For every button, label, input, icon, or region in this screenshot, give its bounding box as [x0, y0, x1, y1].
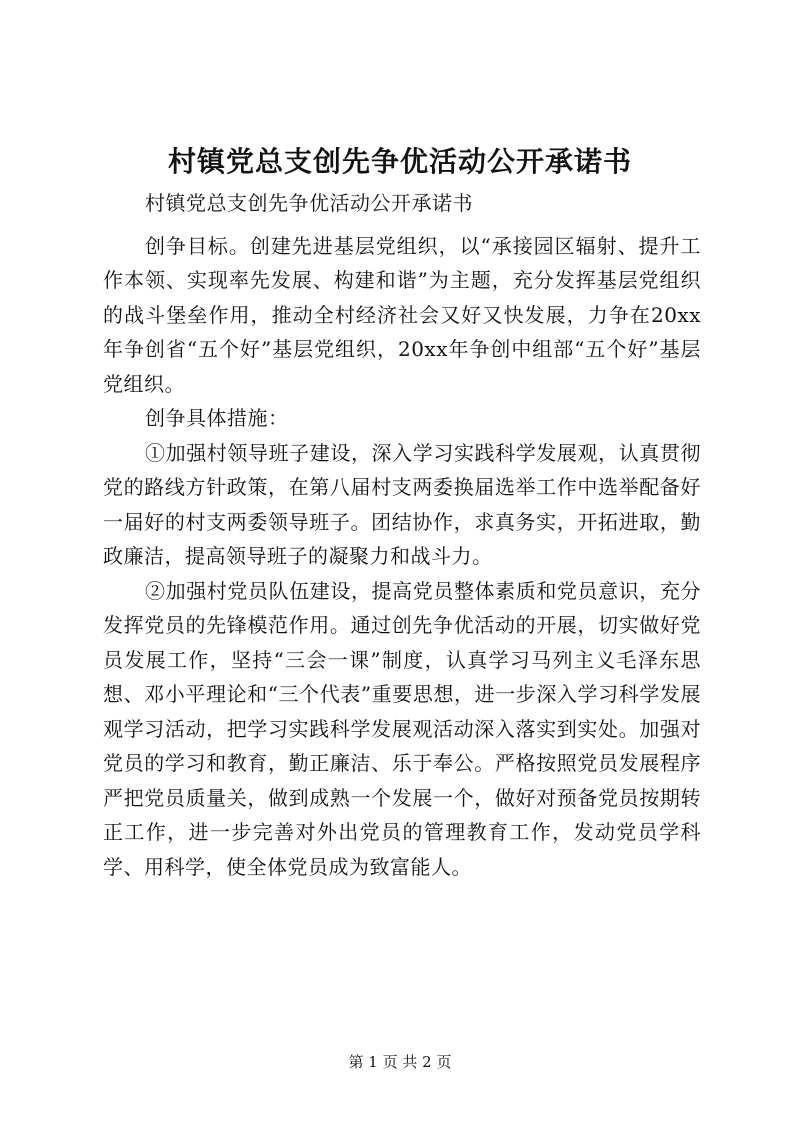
- measure-2-paragraph: ②加强村党员队伍建设，提高党员整体素质和党员意识，充分发挥党员的先锋模范作用。通过创先争优活动的开展，切实做好党员发展工作，坚持“三会一课”制度，认真学习马列主义毛泽东思想、邓小平理论和“三个代表”重要思想，进一步深入学习科学发展观学习活动，把学习实践科学发展观活动深入落实到实处。加强对党员的学习和教育，勤正廉洁、乐于奉公。严格按照党员发展程序严把党员质量关，做到成熟一个发展一个，做好对预备党员按期转正工作，进一步完善对外出党员的管理教育工作，发动党员学科学、用科学，使全体党员成为致富能人。: [103, 578, 701, 879]
- page-footer: 第 1 页 共 2 页: [348, 1053, 452, 1071]
- measure-1-paragraph: ①加强村领导班子建设，深入学习实践科学发展观，认真贯彻党的路线方针政策，在第八届村支两委换届选举工作中选举配备好一届好的村支两委领导班子。团结协作，求真务实，开拓进取，勤政廉洁，提高领导班子的凝聚力和战斗力。: [103, 440, 701, 568]
- measures-heading: 创争具体措施：: [145, 406, 289, 430]
- subtitle-paragraph: 村镇党总支创先争优活动公开承诺书: [145, 191, 473, 215]
- goal-paragraph: 创争目标。创建先进基层党组织，以“承接园区辐射、提升工作本领、实现率先发展、构建和谐”为主题，充分发挥基层党组织的战斗堡垒作用，推动全村经济社会又好又快发展，力争在20xx年争创省“五个好”基层党组织，20xx年争创中组部“五个好”基层党组织。: [103, 233, 701, 396]
- document-title: 村镇党总支创先争优活动公开承诺书: [167, 145, 632, 178]
- document-body: [103, 186, 701, 884]
